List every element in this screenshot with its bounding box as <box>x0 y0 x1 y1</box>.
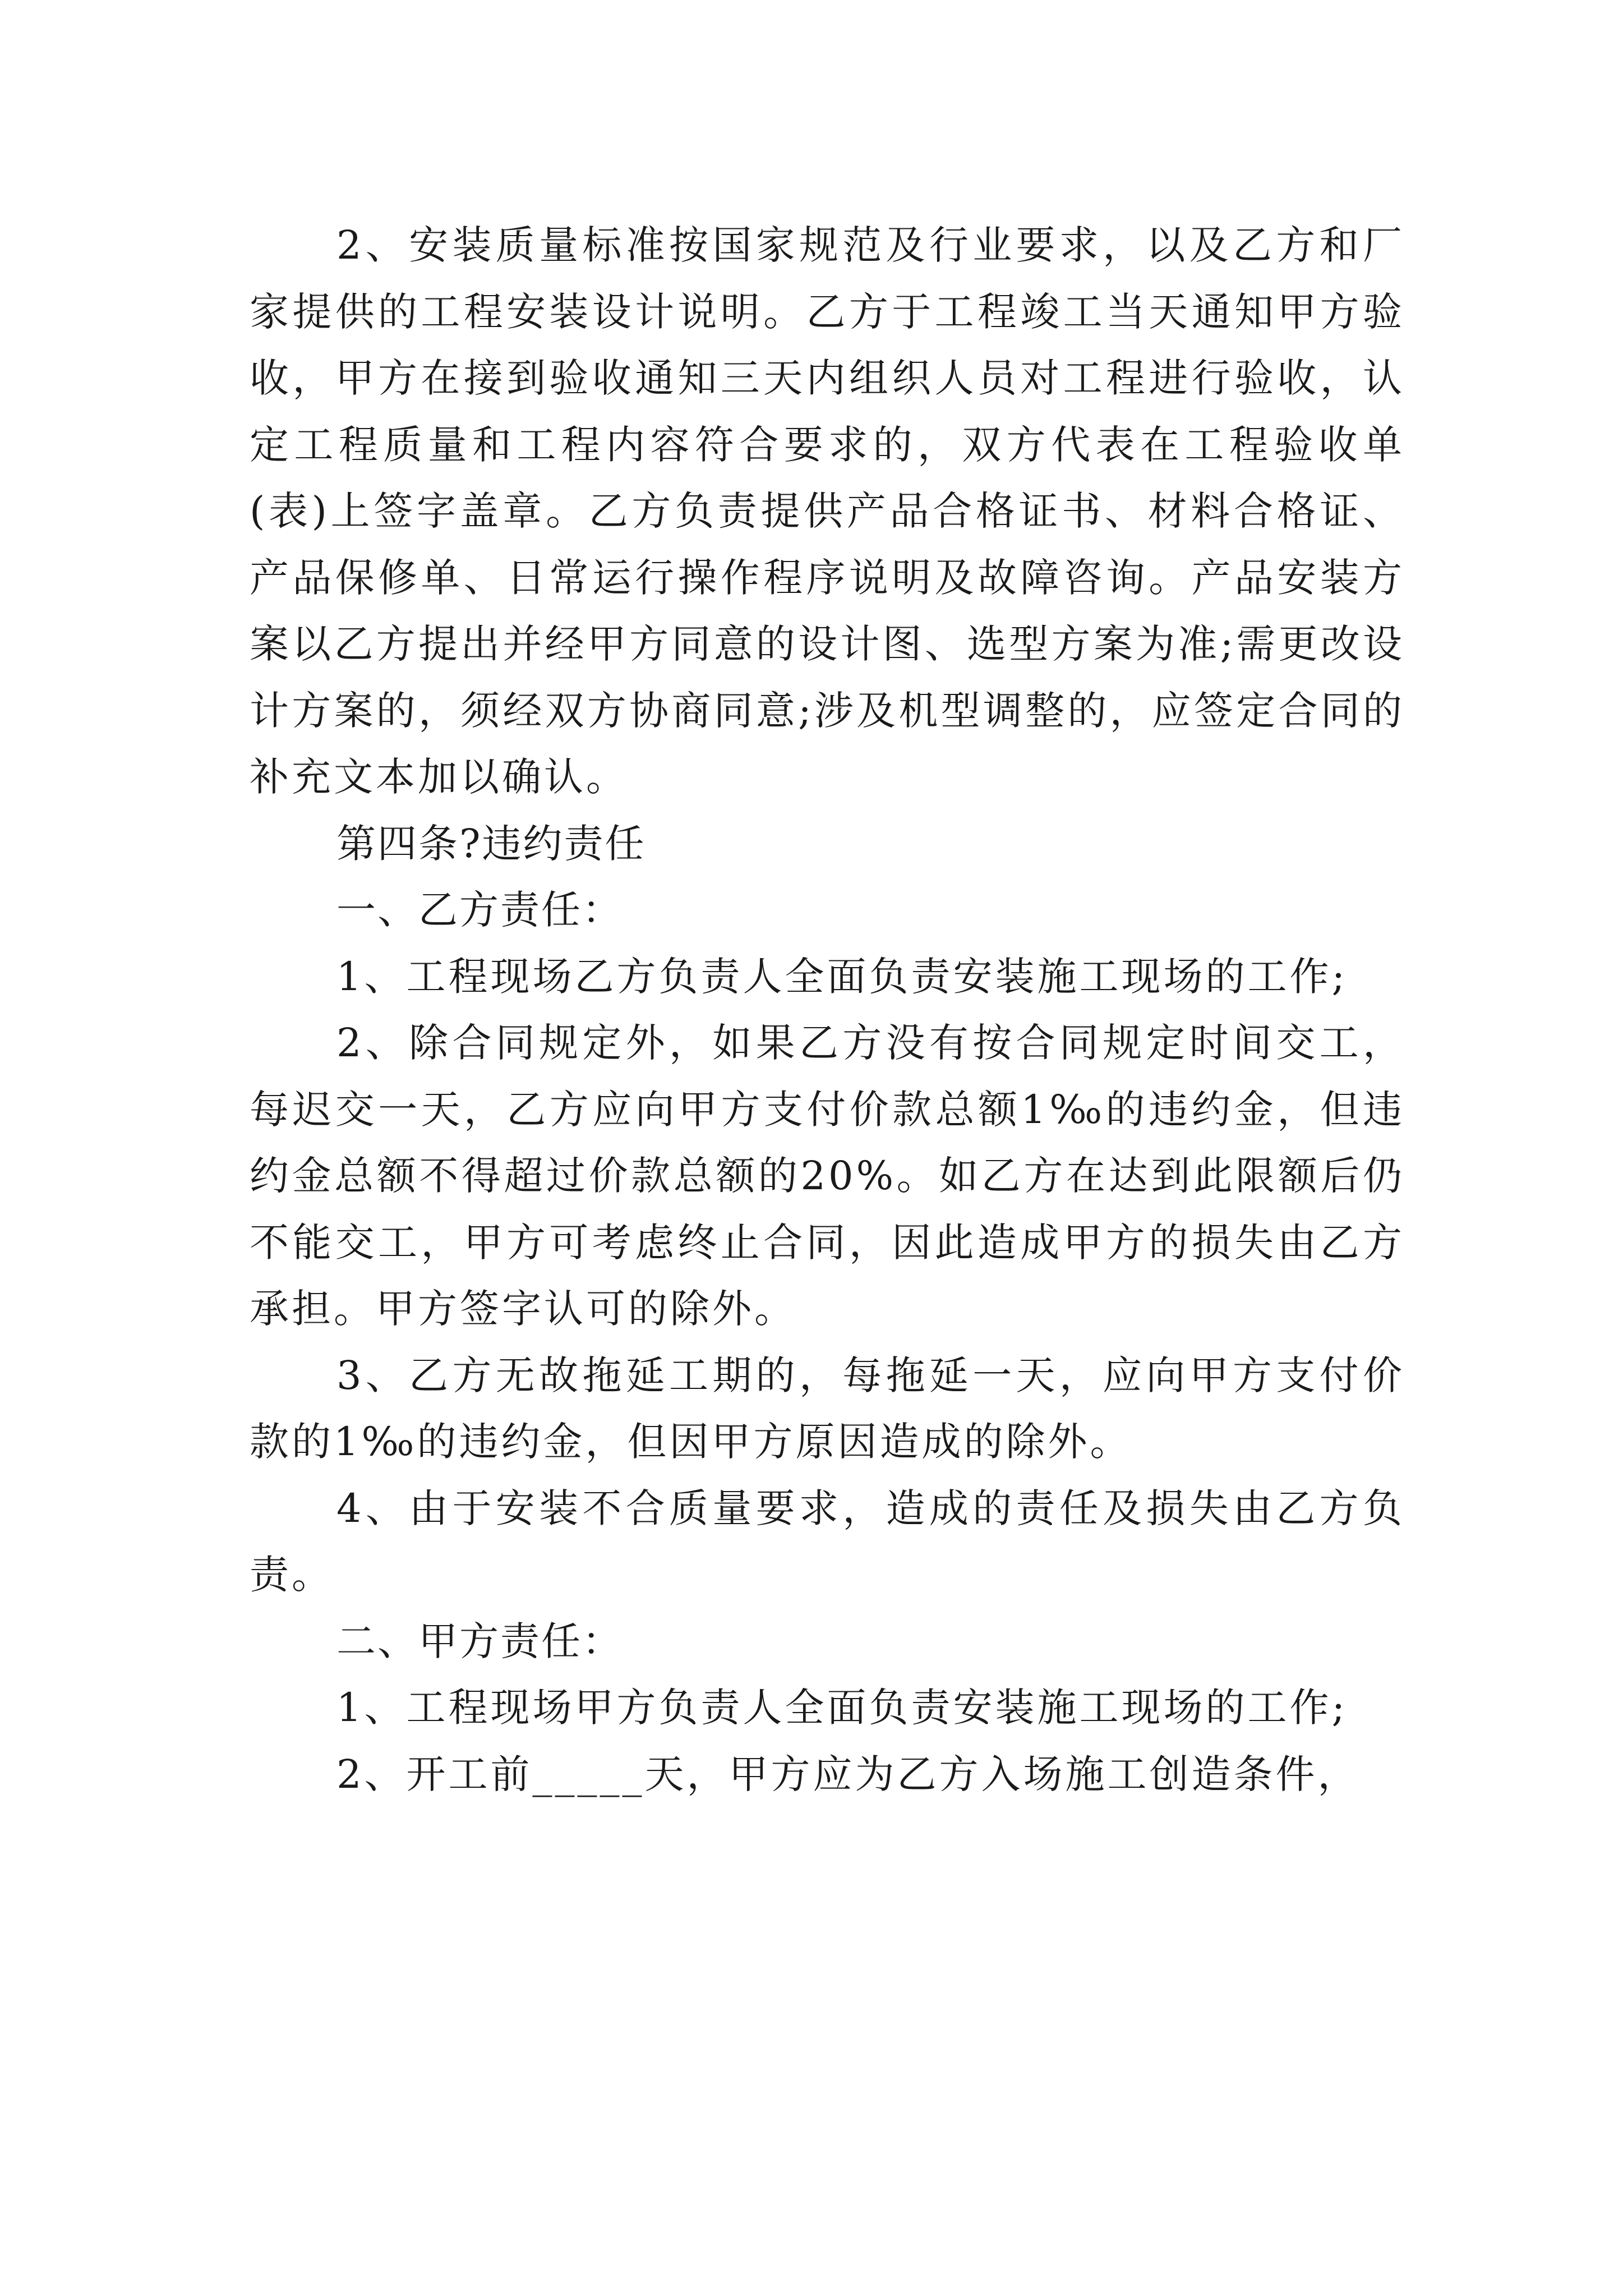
heading-party-a-responsibility: 二、甲方责任： <box>336 1618 623 1664</box>
paragraph-party-b-clause-1: 1、工程现场乙方负责人全面负责安装施工现场的工作; <box>336 953 1348 1000</box>
paragraph-party-b-clause-3: 3、乙方无故拖延工期的，每拖延一天，应向甲方支付价款的1‰的违约金，但因甲方原因造成的除外。 <box>250 1352 1405 1465</box>
paragraph-installation-quality: 2、安装质量标准按国家规范及行业要求，以及乙方和厂家提供的工程安装设计说明。乙方于工程竣工当天通知甲方验收，甲方在接到验收通知三天内组织人员对工程进行验收，认定工程质量和工程内容符合要求的，双方代表在工程验收单(表)上签字盖章。乙方负责提供产品合格证书、材料合格证、产品保修单、日常运行操作程序说明及故障咨询。产品安装方案以乙方提出并经甲方同意的设计图、选型方案为准;需更改设计方案的，须经双方协商同意;涉及机型调整的，应签定合同的补充文本加以确认。 <box>250 222 1405 800</box>
paragraph-party-a-clause-2: 2、开工前_____天，甲方应为乙方入场施工创造条件， <box>336 1751 1360 1797</box>
paragraph-party-a-clause-1: 1、工程现场甲方负责人全面负责安装施工现场的工作; <box>336 1685 1348 1731</box>
heading-article-4-breach-liability: 第四条?违约责任 <box>336 820 646 867</box>
document-body <box>250 212 1405 1807</box>
heading-party-b-responsibility: 一、乙方责任： <box>336 887 623 933</box>
paragraph-party-b-clause-2: 2、除合同规定外，如果乙方没有按合同规定时间交工，每迟交一天，乙方应向甲方支付价款总额1‰的违约金，但违约金总额不得超过价款总额的20%。如乙方在达到此限额后仍不能交工，甲方可考虑终止合同，因此造成甲方的损失由乙方承担。甲方签字认可的除外。 <box>250 1020 1405 1332</box>
paragraph-party-b-clause-4: 4、由于安装不合质量要求，造成的责任及损失由乙方负责。 <box>250 1485 1405 1598</box>
